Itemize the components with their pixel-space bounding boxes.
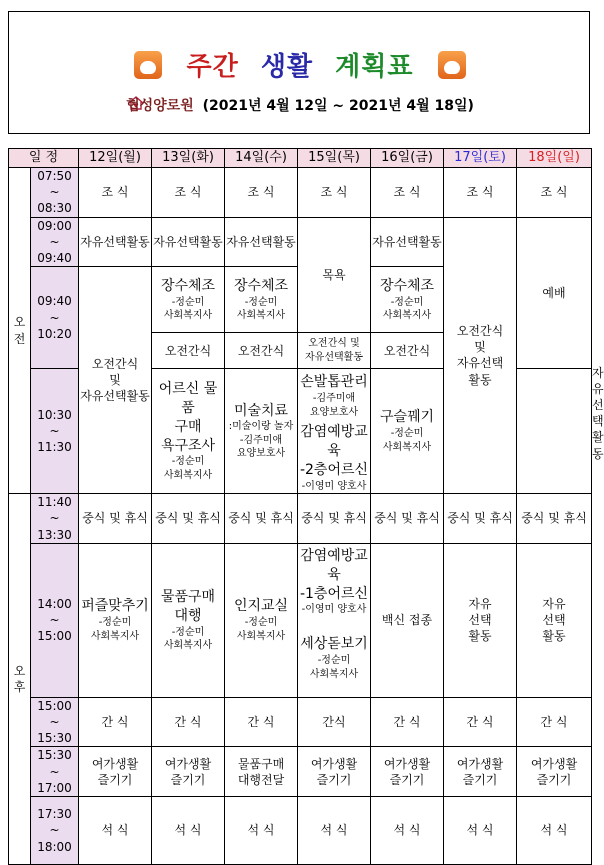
thu-program-cell [298,369,371,494]
staff-name: -김주미애 [312,393,356,405]
staff-role: 사회복지사 [163,469,213,481]
subtitle [0,95,600,115]
free-activity-cell: 자유 선택 활동 [444,543,517,697]
lunch-cell: 중식 및 휴식 [444,494,517,544]
program-title: 물품구매 대행 [160,588,216,624]
leisure-cell: 여가생활 즐기기 [79,747,152,797]
staff-name: -정순미 [244,617,278,629]
thu-snack-cell: 오전간식 및 자유선택활동 [298,333,371,369]
staff-role: 사회복지사 [382,441,432,453]
staff-role: 사회복지사 [382,310,432,322]
time-cell: 17:30 ~ 18:00 [31,796,79,864]
breakfast-cell: 조 식 [152,168,225,218]
free-activity-cell: 자유 선택 활동 [517,543,592,697]
worship-cell: 예배 [517,217,592,369]
activity-cell: 자유선택활동 [79,217,152,267]
org-name: 협성양로원 [126,98,194,114]
program-cell [371,369,444,494]
program-title: 감염예방교육 -1층어르신 [299,547,369,602]
program-title: 세상돋보기 [300,636,368,653]
day-header: 12일(월) [79,149,152,168]
time-cell: 11:40 ~ 13:30 [31,494,79,544]
leisure-cell: 여가생활 즐기기 [298,747,371,797]
dinner-cell: 석 식 [225,796,298,864]
page-title [0,46,600,83]
staff-role: 사회복지사 [163,310,213,322]
day-header: 15일(목) [298,149,371,168]
thu-pm-cell [298,543,371,697]
program-note: :미술이랑 놀자 [228,421,294,433]
corner-header: 일 정 [9,149,79,168]
lunch-cell: 중식 및 휴식 [517,494,592,544]
day-header: 13일(화) [152,149,225,168]
delivery-cell: 물품구매 대행전달 [225,747,298,797]
lunch-cell: 중식 및 휴식 [225,494,298,544]
title-word-1: 주간 [186,52,239,82]
dinner-cell: 석 식 [298,796,371,864]
snack-cell: 간 식 [79,697,152,747]
staff-name: -정순미 [98,617,132,629]
snack-cell: 오전간식 [225,333,298,369]
leisure-cell: 여가생활 즐기기 [444,747,517,797]
staff-role: 요양보호사 [309,406,359,418]
activity-cell: 자유선택활동 [152,217,225,267]
dinner-cell: 석 식 [152,796,225,864]
breakfast-cell: 조 식 [517,168,592,218]
title-word-3: 계획표 [335,52,414,82]
dinner-cell: 석 식 [371,796,444,864]
time-cell: 14:00 ~ 15:00 [31,543,79,697]
breakfast-cell: 조 식 [444,168,517,218]
time-cell: 09:40 ~ 10:20 [31,267,79,369]
weekly-schedule-table: 일 정 12일(월) 13일(화) 14일(수) 15일(목) 16일(금) 17일(토) 18일(일) 오 전 07:50 ~ 08:30 조 식 조 식 조 식 조 식 조 식 조 식 조 식 09:00 ~ 09:40 자유선택활동 자유선택활동 자유선택활동 목욕 자유선택활동 오전간식 및 자유선택 활동 예배 09:40 ~ 10:20 오전간식 및 자유선택활동 장수체조 -정순미 사회복지사 장수체조 -정순미 사회복지사 장수체조 -정순미 사회복지사 오전간식 오전간식 오전간식 및 자유선택활동 오전간식 자유 선택 활동 10:30 ~ 11:30 어르신 물품 구매 욕구조사 -정순미 사회복지사 미술치료 :미술이랑 놀자 -김주미애 요양보호사 손발톱관리 -김주미애 요양보호사 감염예방교육 -2층어르신 -이영미 양호사 구슬꿰기 -정순미 사회복지사 오 후 11:40 ~ 13:30 중식 및 휴식 중식 및 휴식 중식 및 휴식 중식 및 휴식 중식 및 휴식 중식 및 휴식 중식 및 휴식 14:00 ~ 15:00 퍼즐맞추기 -정순미 사회복지사 물품구매 대행 -정순미 사회복지사 인지교실 -정순미 사회복지사 감염예방교육 -1층어르신 -이영미 양호사 세상돋보기 -정순미 사회복지사 백신 접종 자유 선택 활동 자유 선택 활동 15:00 ~ 15:30 간 식 간 식 간 식 간식 간 식 간 식 간 식 15:30 ~ 17:00 여가생활 즐기기 여가생활 즐기기 물품구매 대행전달 여가생활 즐기기 여가생활 즐기기 여가생활 즐기기 여가생활 즐기기 17:30 ~ 18:00 석 식 석 식 석 식 석 식 석 식 석 식 석 식 [8,148,592,865]
staff-role: 사회복지사 [90,630,140,642]
breakfast-cell: 조 식 [298,168,371,218]
exercise-cell [152,267,225,333]
snack-cell: 간식 [298,697,371,747]
staff-name: -정순미 [171,456,205,468]
staff-role: 요양보호사 [236,448,286,460]
program-title: 인지교실 [233,598,289,615]
time-cell: 15:30 ~ 17:00 [31,747,79,797]
staff-name: -정순미 [390,428,424,440]
snack-cell: 간 식 [152,697,225,747]
snack-cell: 간 식 [225,697,298,747]
dinner-cell: 석 식 [444,796,517,864]
exercise-title: 장수체조 [160,277,216,294]
snack-cell: 오전간식 [152,333,225,369]
program-title: 감염예방교육 -2층어르신 [299,424,369,478]
leisure-cell: 여가생활 즐기기 [517,747,592,797]
lunch-cell: 중식 및 휴식 [152,494,225,544]
staff-role: 사회복지사 [309,668,359,680]
day-header: 14일(수) [225,149,298,168]
program-title: 구슬꿰기 [379,409,435,426]
staff-name: -이영미 양호사 [301,604,367,616]
lunch-cell: 중식 및 휴식 [371,494,444,544]
staff-name: -정순미 [171,296,205,308]
day-header-sunday: 18일(일) [517,149,592,168]
exercise-cell [371,267,444,333]
exercise-title: 장수체조 [379,277,435,294]
bath-cell: 목욕 [298,217,371,333]
snack-cell: 오전간식 [371,333,444,369]
exercise-cell [225,267,298,333]
staff-role: 사회복지사 [236,310,286,322]
exercise-title: 장수체조 [233,277,289,294]
time-cell: 15:00 ~ 15:30 [31,697,79,747]
program-cell [225,543,298,697]
snack-cell: 간 식 [444,697,517,747]
pm-label: 오 후 [9,494,31,865]
program-title: 손발톱관리 [300,374,368,391]
lunch-cell: 중식 및 휴식 [298,494,371,544]
program-cell [79,543,152,697]
vaccine-cell: 백신 접종 [371,543,444,697]
staff-name: -이영미 양호사 [301,480,367,492]
staff-name: -정순미 [317,655,351,667]
program-title: 어르신 물품 구매 욕구조사 [158,380,218,454]
snack-cell: 간 식 [371,697,444,747]
period: (2021년 4월 12일 ~ 2021년 4월 18일) [202,98,474,114]
staff-role: 사회복지사 [236,630,286,642]
activity-cell: 자유선택활동 [371,217,444,267]
mon-am-cell: 오전간식 및 자유선택활동 [79,267,152,494]
breakfast-cell: 조 식 [79,168,152,218]
day-header: 16일(금) [371,149,444,168]
program-cell [225,369,298,494]
breakfast-cell: 조 식 [225,168,298,218]
program-cell [152,369,225,494]
snack-cell: 간 식 [517,697,592,747]
program-title: 퍼즐맞추기 [81,598,149,615]
title-word-2: 생활 [260,52,314,82]
staff-name: -정순미 [244,296,278,308]
staff-name: -김주미애 [239,434,283,446]
sat-am-cell: 오전간식 및 자유선택 활동 [444,217,517,494]
dinner-cell: 석 식 [517,796,592,864]
time-cell: 09:00 ~ 09:40 [31,217,79,267]
dinner-cell: 석 식 [79,796,152,864]
leisure-cell: 여가생활 즐기기 [152,747,225,797]
program-title: 미술치료 [233,402,289,419]
program-cell [152,543,225,697]
staff-name: -정순미 [390,296,424,308]
day-header-saturday: 17일(토) [444,149,517,168]
staff-name: -정순미 [171,626,205,638]
staff-role: 사회복지사 [163,640,213,652]
leisure-cell: 여가생활 즐기기 [371,747,444,797]
lunch-cell: 중식 및 휴식 [79,494,152,544]
breakfast-cell: 조 식 [371,168,444,218]
time-cell: 07:50 ~ 08:30 [31,168,79,218]
time-cell: 10:30 ~ 11:30 [31,369,79,494]
activity-cell: 자유선택활동 [225,217,298,267]
am-label: 오 전 [9,168,31,494]
